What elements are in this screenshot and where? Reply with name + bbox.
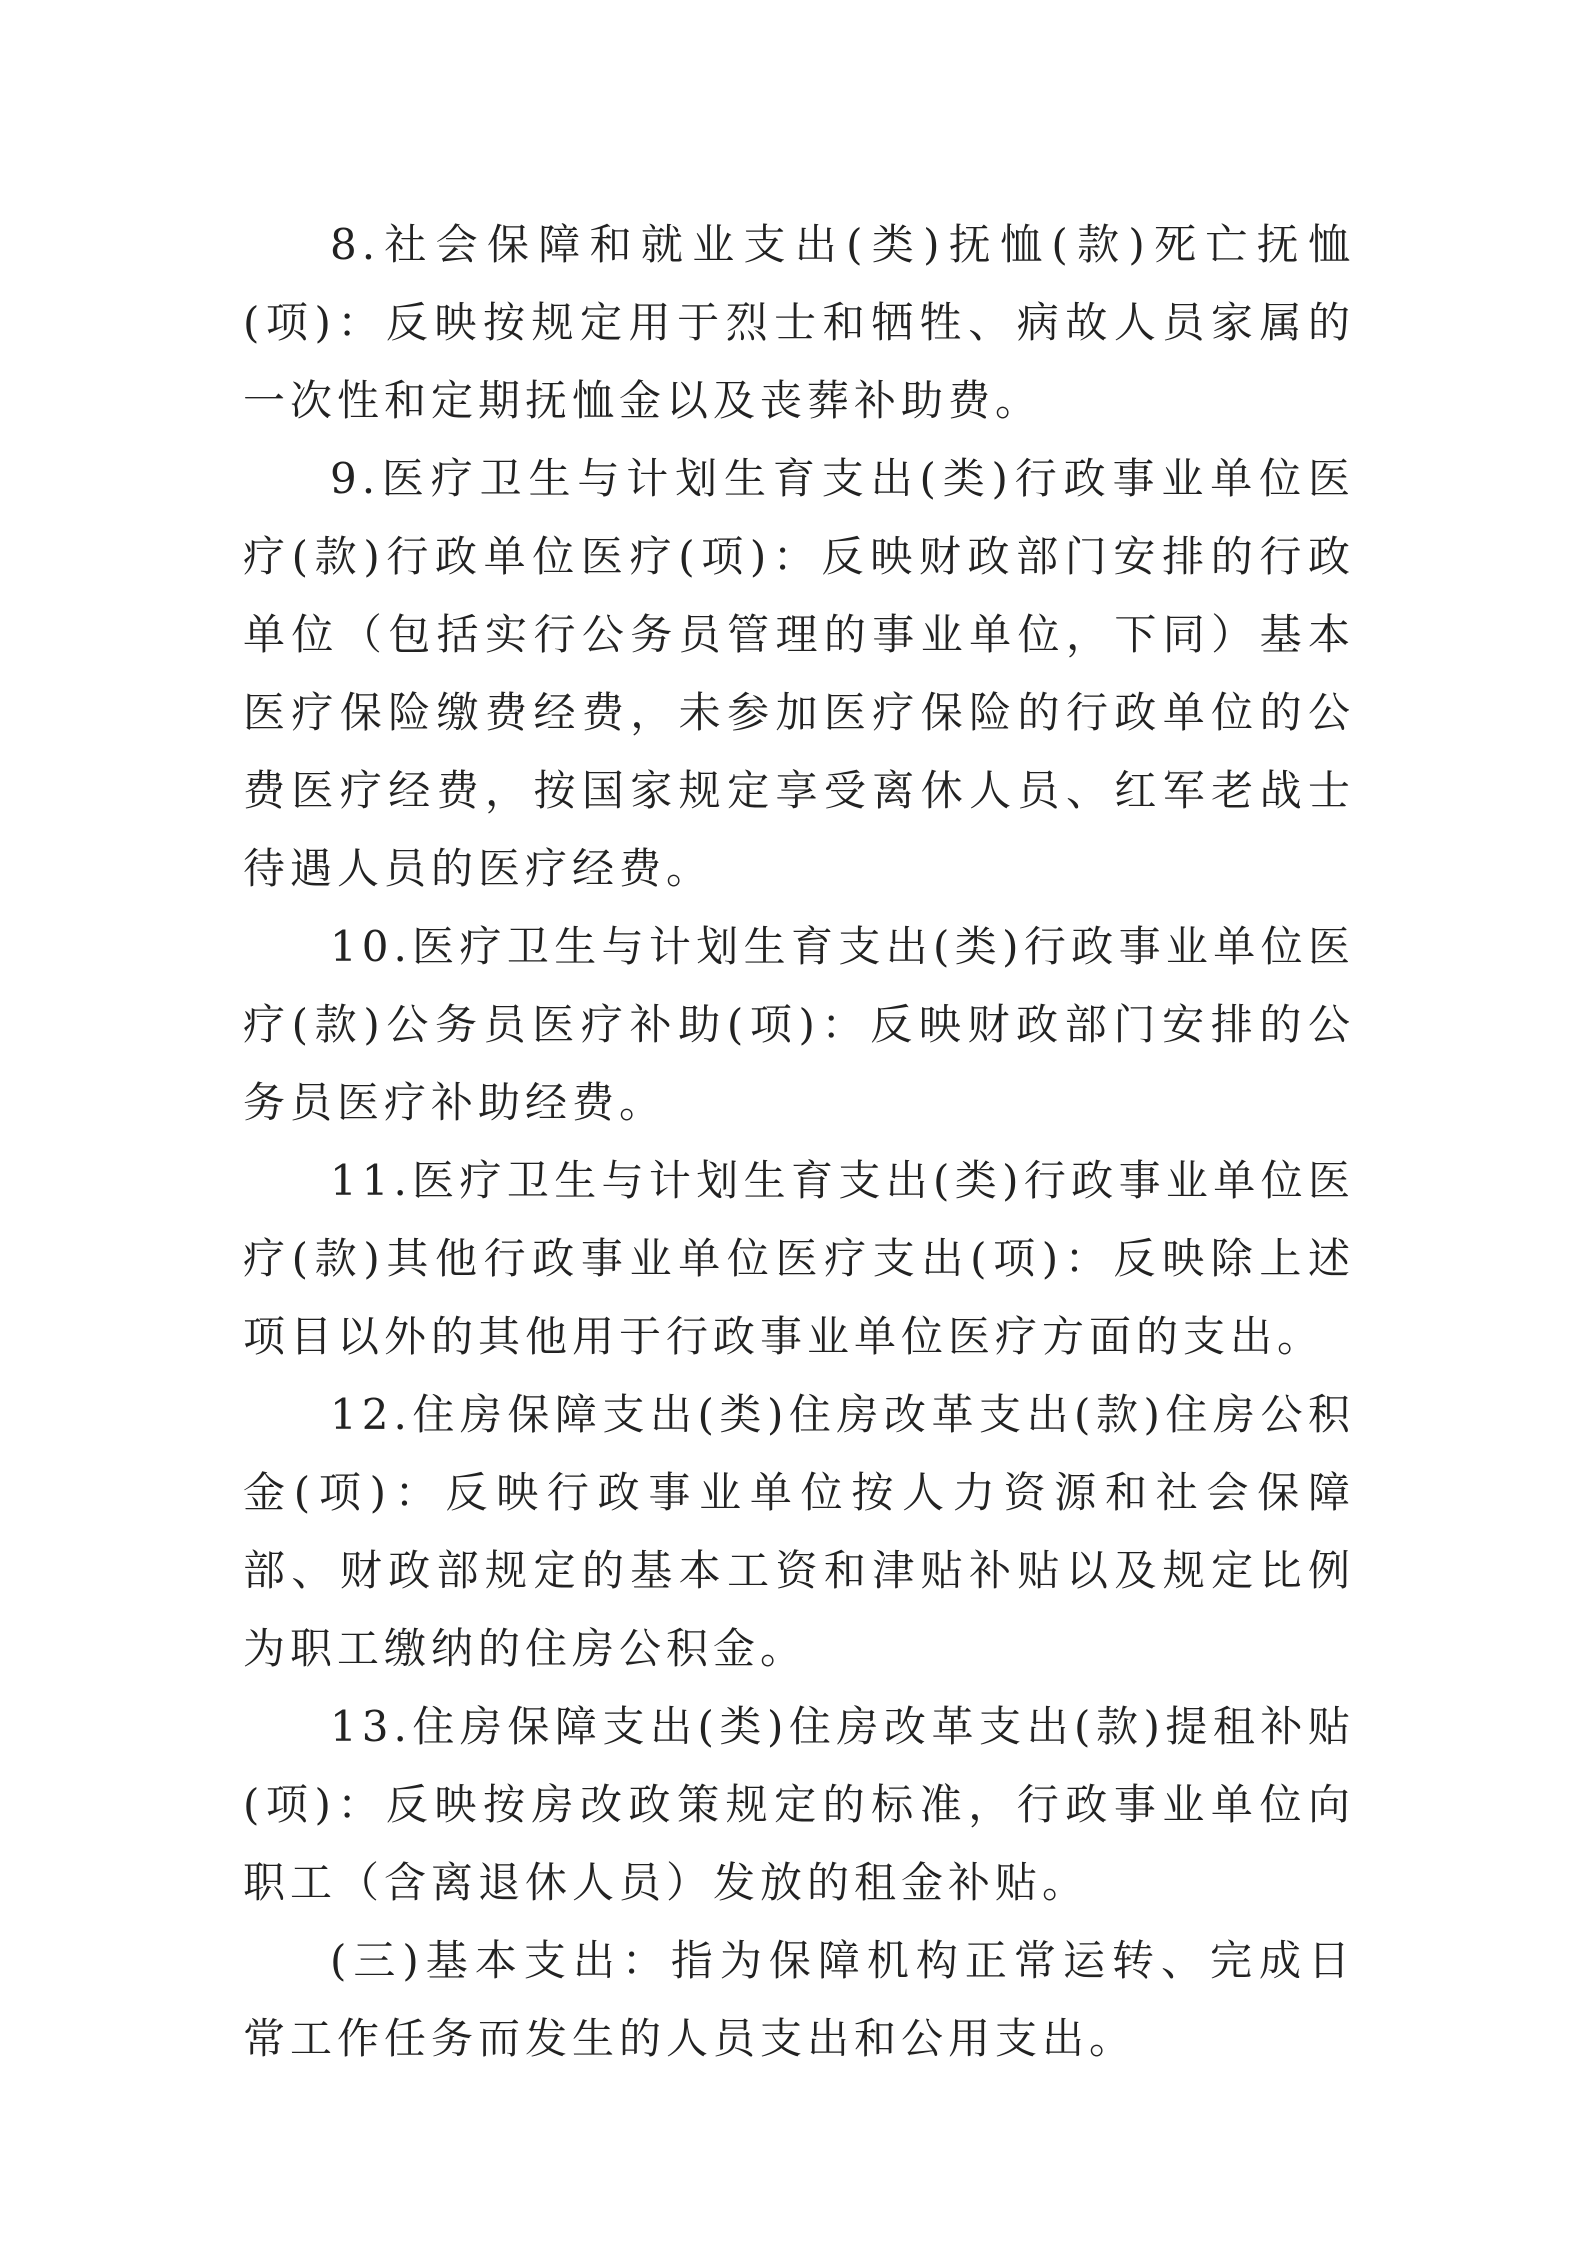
document-body <box>243 206 1355 2078</box>
paragraph-other-medical-expenditure: 11.医疗卫生与计划生育支出(类)行政事业单位医疗(款)其他行政事业单位医疗支出(项)：反映除上述项目以外的其他用于行政事业单位医疗方面的支出。 <box>243 1156 1355 1361</box>
paragraph-rent-subsidy: 13.住房保障支出(类)住房改革支出(款)提租补贴(项)：反映按房改政策规定的标准，行政事业单位向职工（含离退休人员）发放的租金补贴。 <box>243 1702 1355 1907</box>
paragraph-basic-expenditure: (三)基本支出：指为保障机构正常运转、完成日常工作任务而发生的人员支出和公用支出。 <box>243 1936 1355 2063</box>
paragraph-civil-servant-medical-subsidy: 10.医疗卫生与计划生育支出(类)行政事业单位医疗(款)公务员医疗补助(项)：反映财政部门安排的公务员医疗补助经费。 <box>243 922 1355 1127</box>
paragraph-death-pension: 8.社会保障和就业支出(类)抚恤(款)死亡抚恤(项)：反映按规定用于烈士和牺牲、病故人员家属的一次性和定期抚恤金以及丧葬补助费。 <box>243 220 1355 425</box>
paragraph-housing-provident-fund: 12.住房保障支出(类)住房改革支出(款)住房公积金(项)：反映行政事业单位按人力资源和社会保障部、财政部规定的基本工资和津贴补贴以及规定比例为职工缴纳的住房公积金。 <box>243 1390 1355 1673</box>
paragraph-admin-unit-medical: 9.医疗卫生与计划生育支出(类)行政事业单位医疗(款)行政单位医疗(项)：反映财政部门安排的行政单位（包括实行公务员管理的事业单位，下同）基本医疗保险缴费经费，未参加医疗保险的行政单位的公费医疗经费，按国家规定享受离休人员、红军老战士待遇人员的医疗经费。 <box>243 454 1355 893</box>
